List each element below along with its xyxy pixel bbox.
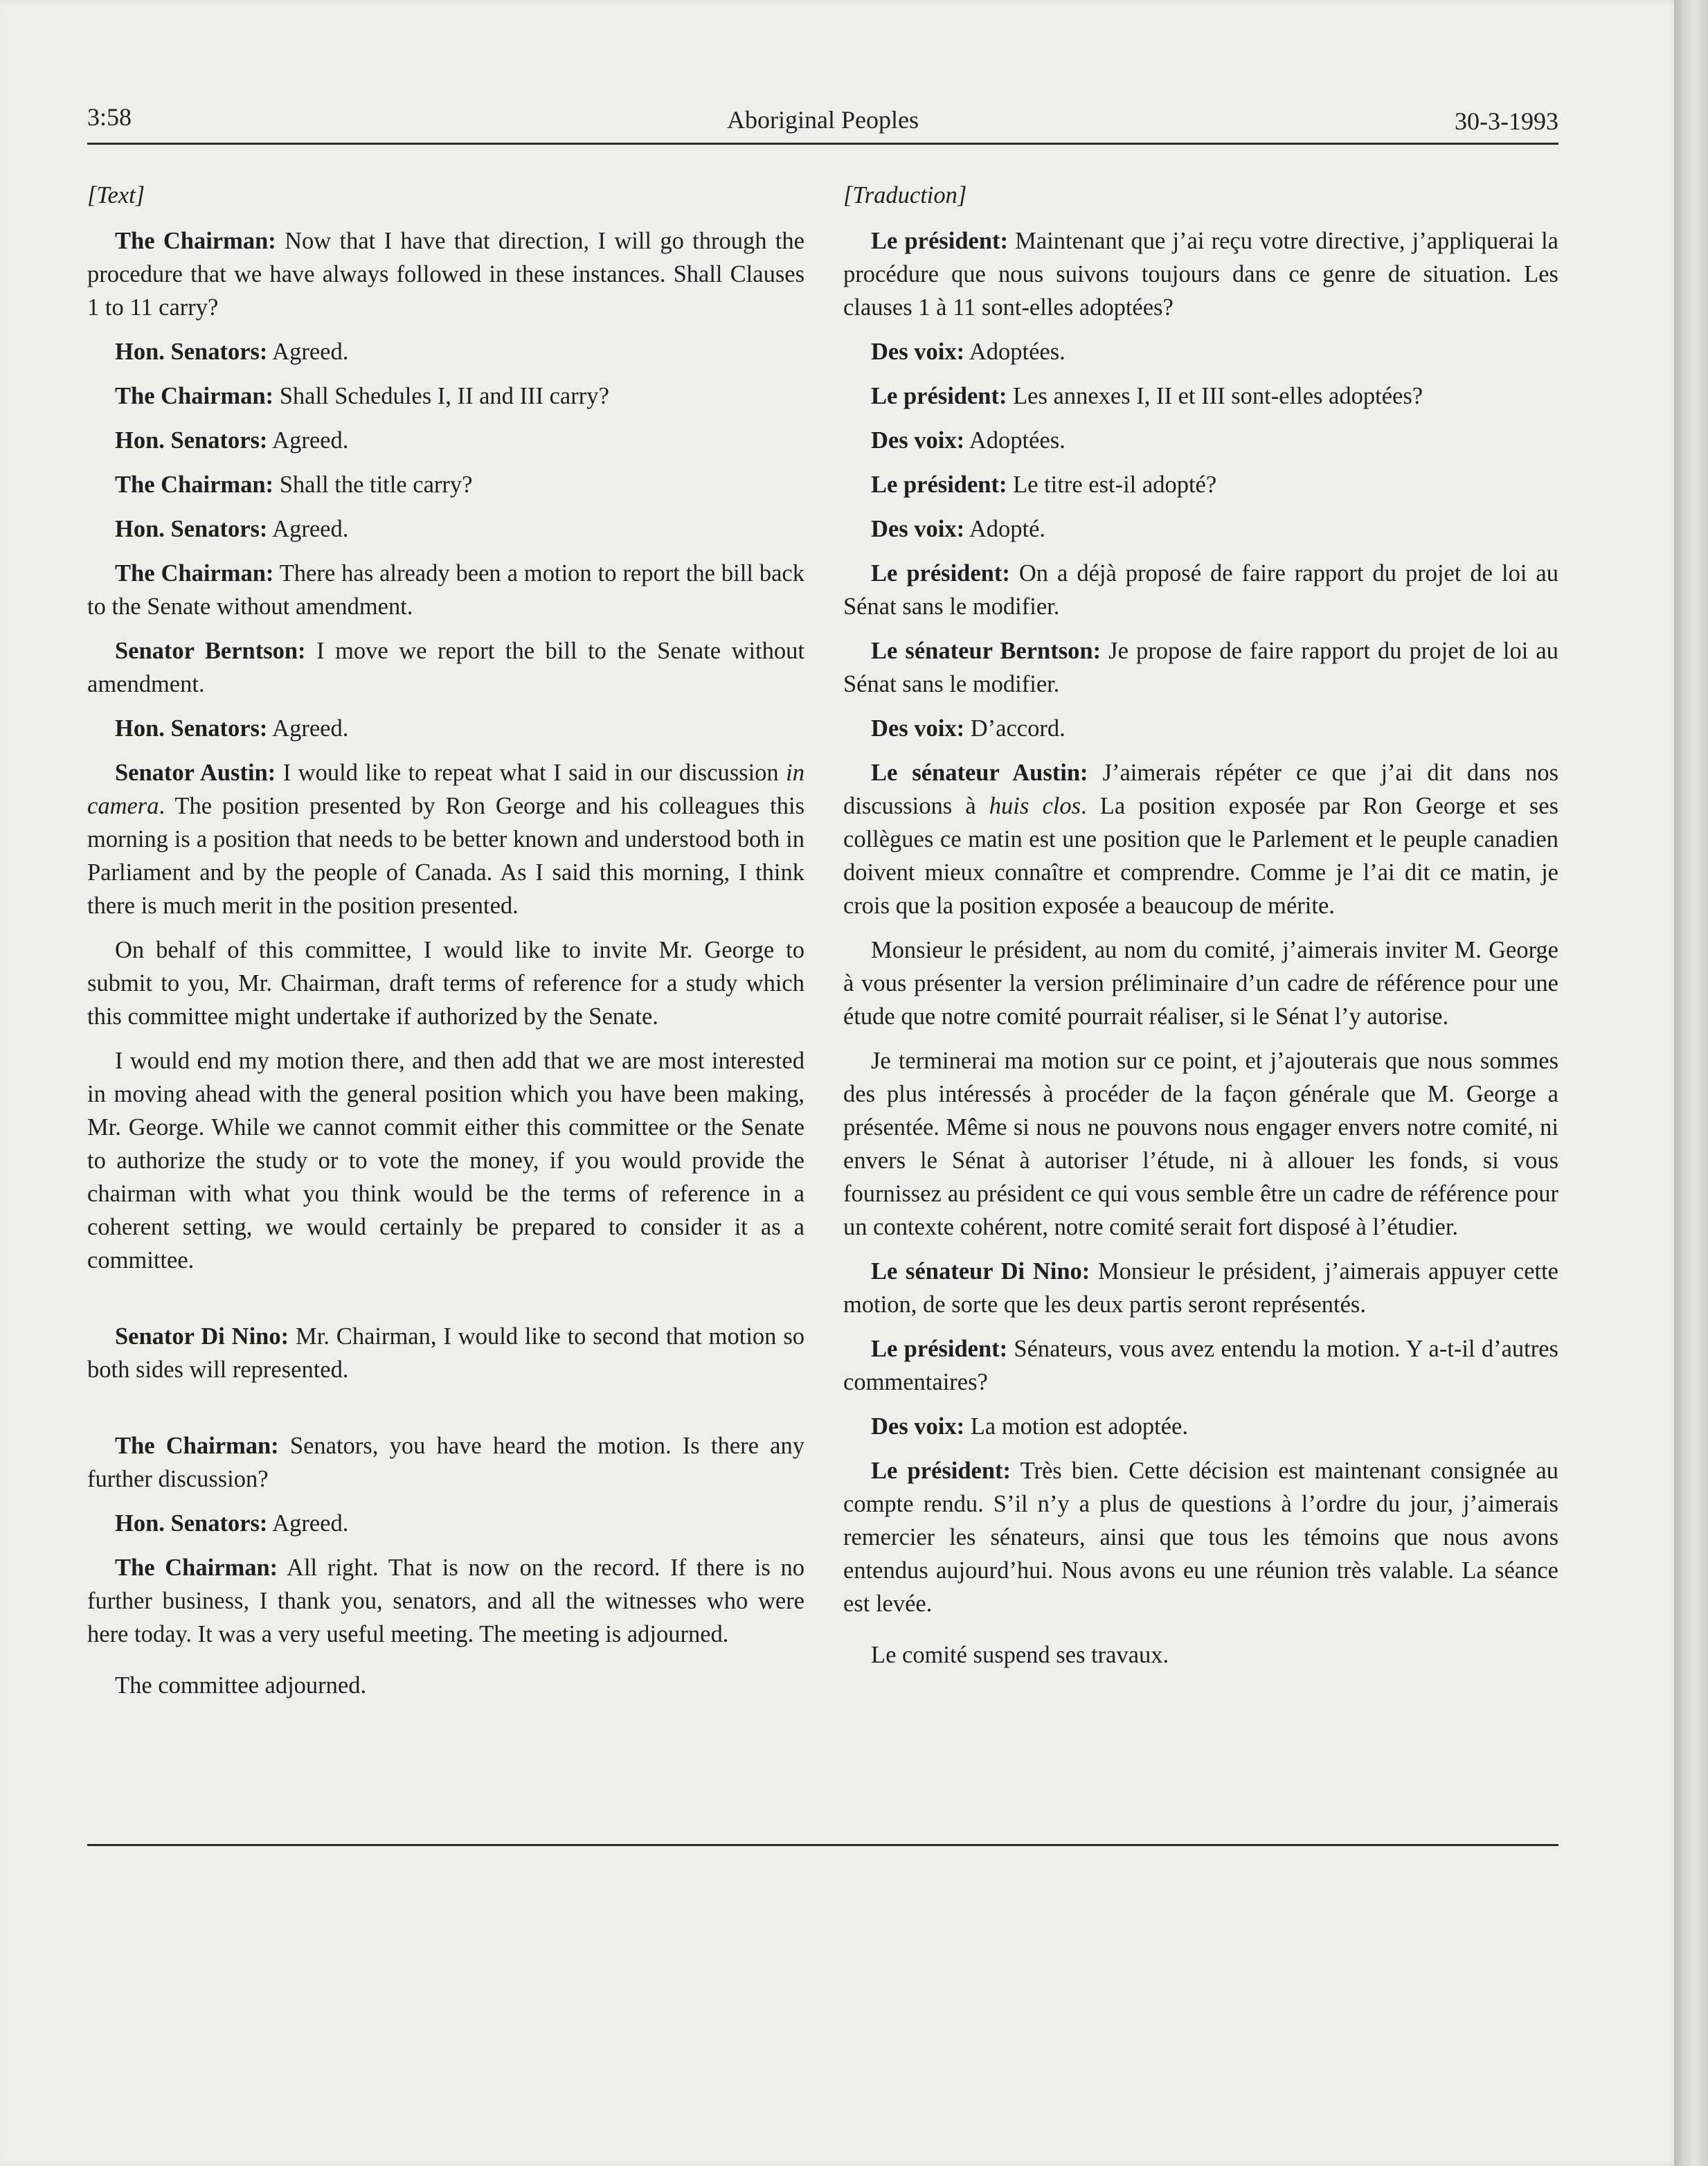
speaker-name: Hon. Senators: bbox=[115, 516, 268, 542]
column-label: [Traduction] bbox=[843, 182, 967, 208]
speaker-name: Hon. Senators: bbox=[115, 715, 268, 742]
paragraph bbox=[87, 224, 804, 324]
column-label: [Text] bbox=[87, 182, 145, 208]
speaker-name: Le président: bbox=[871, 1336, 1008, 1362]
speaker-name: Des voix: bbox=[871, 339, 965, 365]
paragraph bbox=[843, 1410, 1558, 1443]
speech-text: Sénateurs, vous avez entendu la motion. Y a-t-il d’autres commentaires? bbox=[843, 1336, 1558, 1395]
paragraph bbox=[843, 756, 1558, 922]
speaker-name: Le président: bbox=[871, 1458, 1012, 1484]
speech-text: Shall the title carry? bbox=[273, 472, 473, 498]
speech-text: Now that I have that direction, I will go through the procedure that we have always followed in these instances. Shall Clauses 1 to 11 carry? bbox=[87, 228, 804, 321]
speaker-name: The Chairman: bbox=[115, 472, 274, 498]
paragraph: Je terminerai ma motion sur ce point, et j’ajouterais que nous sommes des plus intéressés à procéder de la façon générale que M. George a présentée. Même si nous ne pouvons nous engager envers notre comité, ni envers le Sénat à autoriser l’étude, ni à allouer les fonds, si vous fournissez au président ce qui vous semble être un cadre de référence pour un contexte cohérent, notre comité serait fort disposé à l’étudier. bbox=[843, 1048, 1558, 1240]
speaker-name: Des voix: bbox=[871, 516, 965, 542]
paragraph bbox=[87, 1551, 804, 1651]
speech-text: J’aimerais répéter ce que j’ai dit dans nos discussions à bbox=[843, 760, 1558, 819]
speech-text: Mr. Chairman, I would like to second that motion so both sides will represented. bbox=[87, 1323, 804, 1383]
speech-text: All right. That is now on the record. If there is no further business, I thank you, senators, and all the witnesses who were here today. It was a very useful meeting. The meeting is adjourned. bbox=[87, 1555, 804, 1647]
speech-text: Agreed. bbox=[267, 339, 349, 365]
speech-text: . The position presented by Ron George and his colleagues this morning is a position that needs to be better known and understood both in Parliament and by the people of Canada. As I said this morning, I think there is much merit in the position presented. bbox=[87, 793, 804, 919]
speaker-name: Hon. Senators: bbox=[115, 427, 268, 454]
speaker-name: The Chairman: bbox=[115, 383, 274, 409]
speech-text: On a déjà proposé de faire rapport du projet de loi au Sénat sans le modifier. bbox=[843, 560, 1558, 620]
speaker-name: Des voix: bbox=[871, 427, 965, 454]
paragraph bbox=[87, 1320, 804, 1386]
speech-text: Adoptées. bbox=[964, 427, 1066, 454]
speaker-name: Le sénateur Austin: bbox=[871, 760, 1088, 786]
speech-text: Très bien. Cette décision est maintenant consignée au compte rendu. S’il n’y a plus de questions à l’ordre du jour, j’aimerais remercier les sénateurs, ainsi que tous les témoins que nous avons entendus aujourd’hui. Nous avons eu une réunion très valable. La séance est levée. bbox=[843, 1458, 1558, 1617]
english-column bbox=[87, 179, 804, 1713]
paragraph bbox=[843, 1454, 1558, 1620]
paragraph bbox=[87, 1429, 804, 1496]
speaker-name: The Chairman: bbox=[115, 228, 276, 254]
page-header bbox=[87, 102, 1558, 137]
adjournment-note: The committee adjourned. bbox=[115, 1672, 367, 1699]
paragraph: On behalf of this committee, I would like to invite Mr. George to submit to you, Mr. Chairman, draft terms of reference for a study which this committee might undertake if authorized by the Senate. bbox=[87, 937, 804, 1030]
paragraph bbox=[87, 756, 804, 922]
adjournment-note: Le comité suspend ses travaux. bbox=[871, 1642, 1169, 1668]
speech-text: Les annexes I, II et III sont-elles adoptées? bbox=[1007, 383, 1423, 409]
paragraph bbox=[87, 1507, 804, 1540]
speech-text: I would like to repeat what I said in our discussion bbox=[276, 760, 786, 786]
footer-rule bbox=[87, 1844, 1558, 1846]
paragraph: I would end my motion there, and then add that we are most interested in moving ahead with the general position which you have been making, Mr. George. While we cannot commit either this committee or the Senate to authorize the study or to vote the money, if you would provide the chairman with what you think would be the terms of reference in a coherent setting, we would certainly be prepared to consider it as a committee. bbox=[87, 1048, 804, 1273]
paragraph bbox=[843, 424, 1558, 457]
header-date: 30-3-1993 bbox=[1455, 107, 1558, 135]
paragraph bbox=[87, 634, 804, 701]
speaker-name: The Chairman: bbox=[115, 1555, 278, 1581]
paragraph bbox=[843, 512, 1558, 546]
speech-text: Shall Schedules I, II and III carry? bbox=[273, 383, 609, 409]
header-rule bbox=[87, 143, 1558, 145]
speaker-name: Le président: bbox=[871, 228, 1008, 254]
speech-text: There has already been a motion to report the bill back to the Senate without amendment. bbox=[87, 560, 804, 620]
paragraph bbox=[843, 224, 1558, 324]
speech-text: . La position exposée par Ron George et ses collègues ce matin est une position que le Parlement et le peuple canadien doivent mieux connaître et comprendre. Comme je l’ai dit ce matin, je crois que la position exposée a beaucoup de mérite. bbox=[843, 793, 1559, 919]
speaker-name: Des voix: bbox=[871, 1413, 965, 1440]
running-title: Aboriginal Peoples bbox=[727, 106, 919, 134]
speech-text: Le titre est-il adopté? bbox=[1007, 472, 1217, 498]
speech-text: Je propose de faire rapport du projet de loi au Sénat sans le modifier. bbox=[843, 638, 1558, 697]
paragraph bbox=[843, 557, 1558, 623]
speaker-name: Le sénateur Berntson: bbox=[871, 638, 1102, 664]
paragraph bbox=[87, 557, 804, 623]
paragraph bbox=[87, 468, 804, 501]
speaker-name: Des voix: bbox=[871, 715, 965, 742]
paragraph bbox=[843, 468, 1558, 501]
speech-text: D’accord. bbox=[964, 715, 1066, 742]
page-binding-edge bbox=[1674, 0, 1708, 2166]
speech-text: Agreed. bbox=[267, 516, 349, 542]
speech-text: Senators, you have heard the motion. Is there any further discussion? bbox=[87, 1433, 804, 1492]
paragraph bbox=[843, 335, 1558, 368]
speech-text: Adoptées. bbox=[964, 339, 1066, 365]
paragraph bbox=[843, 634, 1558, 701]
speaker-name: Le président: bbox=[871, 472, 1007, 498]
speech-text: Agreed. bbox=[267, 1510, 349, 1537]
speaker-name: Hon. Senators: bbox=[115, 339, 268, 365]
speaker-name: Hon. Senators: bbox=[115, 1510, 268, 1537]
speaker-name: Le président: bbox=[871, 560, 1010, 587]
paragraph bbox=[87, 424, 804, 457]
paragraph bbox=[87, 335, 804, 368]
speech-text: La motion est adoptée. bbox=[964, 1413, 1188, 1440]
speech-text: Maintenant que j’ai reçu votre directive, j’appliquerai la procédure que nous suivons toujours dans ce genre de situation. Les clauses 1 à 11 sont-elles adoptées? bbox=[843, 228, 1558, 321]
speech-text: Agreed. bbox=[267, 715, 349, 742]
paragraph: Monsieur le président, au nom du comité, j’aimerais inviter M. George à vous présenter la version préliminaire d’un cadre de référence pour une étude que notre comité pourrait réaliser, si le Sénat l’y autorise. bbox=[843, 937, 1558, 1030]
speaker-name: Le président: bbox=[871, 383, 1007, 409]
speech-text: Adopté. bbox=[964, 516, 1046, 542]
speaker-name: The Chairman: bbox=[115, 1433, 279, 1459]
speaker-name: Senator Austin: bbox=[115, 760, 276, 786]
speaker-name: The Chairman: bbox=[115, 560, 274, 587]
speaker-name: Senator Berntson: bbox=[115, 638, 306, 664]
paragraph bbox=[87, 512, 804, 546]
speaker-name: Senator Di Nino: bbox=[115, 1323, 289, 1350]
paragraph bbox=[843, 379, 1558, 413]
paragraph bbox=[87, 712, 804, 745]
speaker-name: Le sénateur Di Nino: bbox=[871, 1258, 1090, 1285]
french-column bbox=[843, 179, 1558, 1683]
speech-text: Agreed. bbox=[267, 427, 349, 454]
latin-phrase: huis clos bbox=[989, 793, 1081, 819]
paragraph bbox=[87, 379, 804, 413]
speech-text: Monsieur le président, j’aimerais appuyer cette motion, de sorte que les deux partis seront représentés. bbox=[843, 1258, 1558, 1318]
paragraph bbox=[843, 1255, 1558, 1321]
paragraph bbox=[843, 712, 1558, 745]
latin-phrase: in camera bbox=[87, 760, 804, 819]
page-number: 3:58 bbox=[87, 103, 132, 131]
paragraph bbox=[843, 1332, 1558, 1399]
speech-text: I move we report the bill to the Senate without amendment. bbox=[87, 638, 805, 697]
